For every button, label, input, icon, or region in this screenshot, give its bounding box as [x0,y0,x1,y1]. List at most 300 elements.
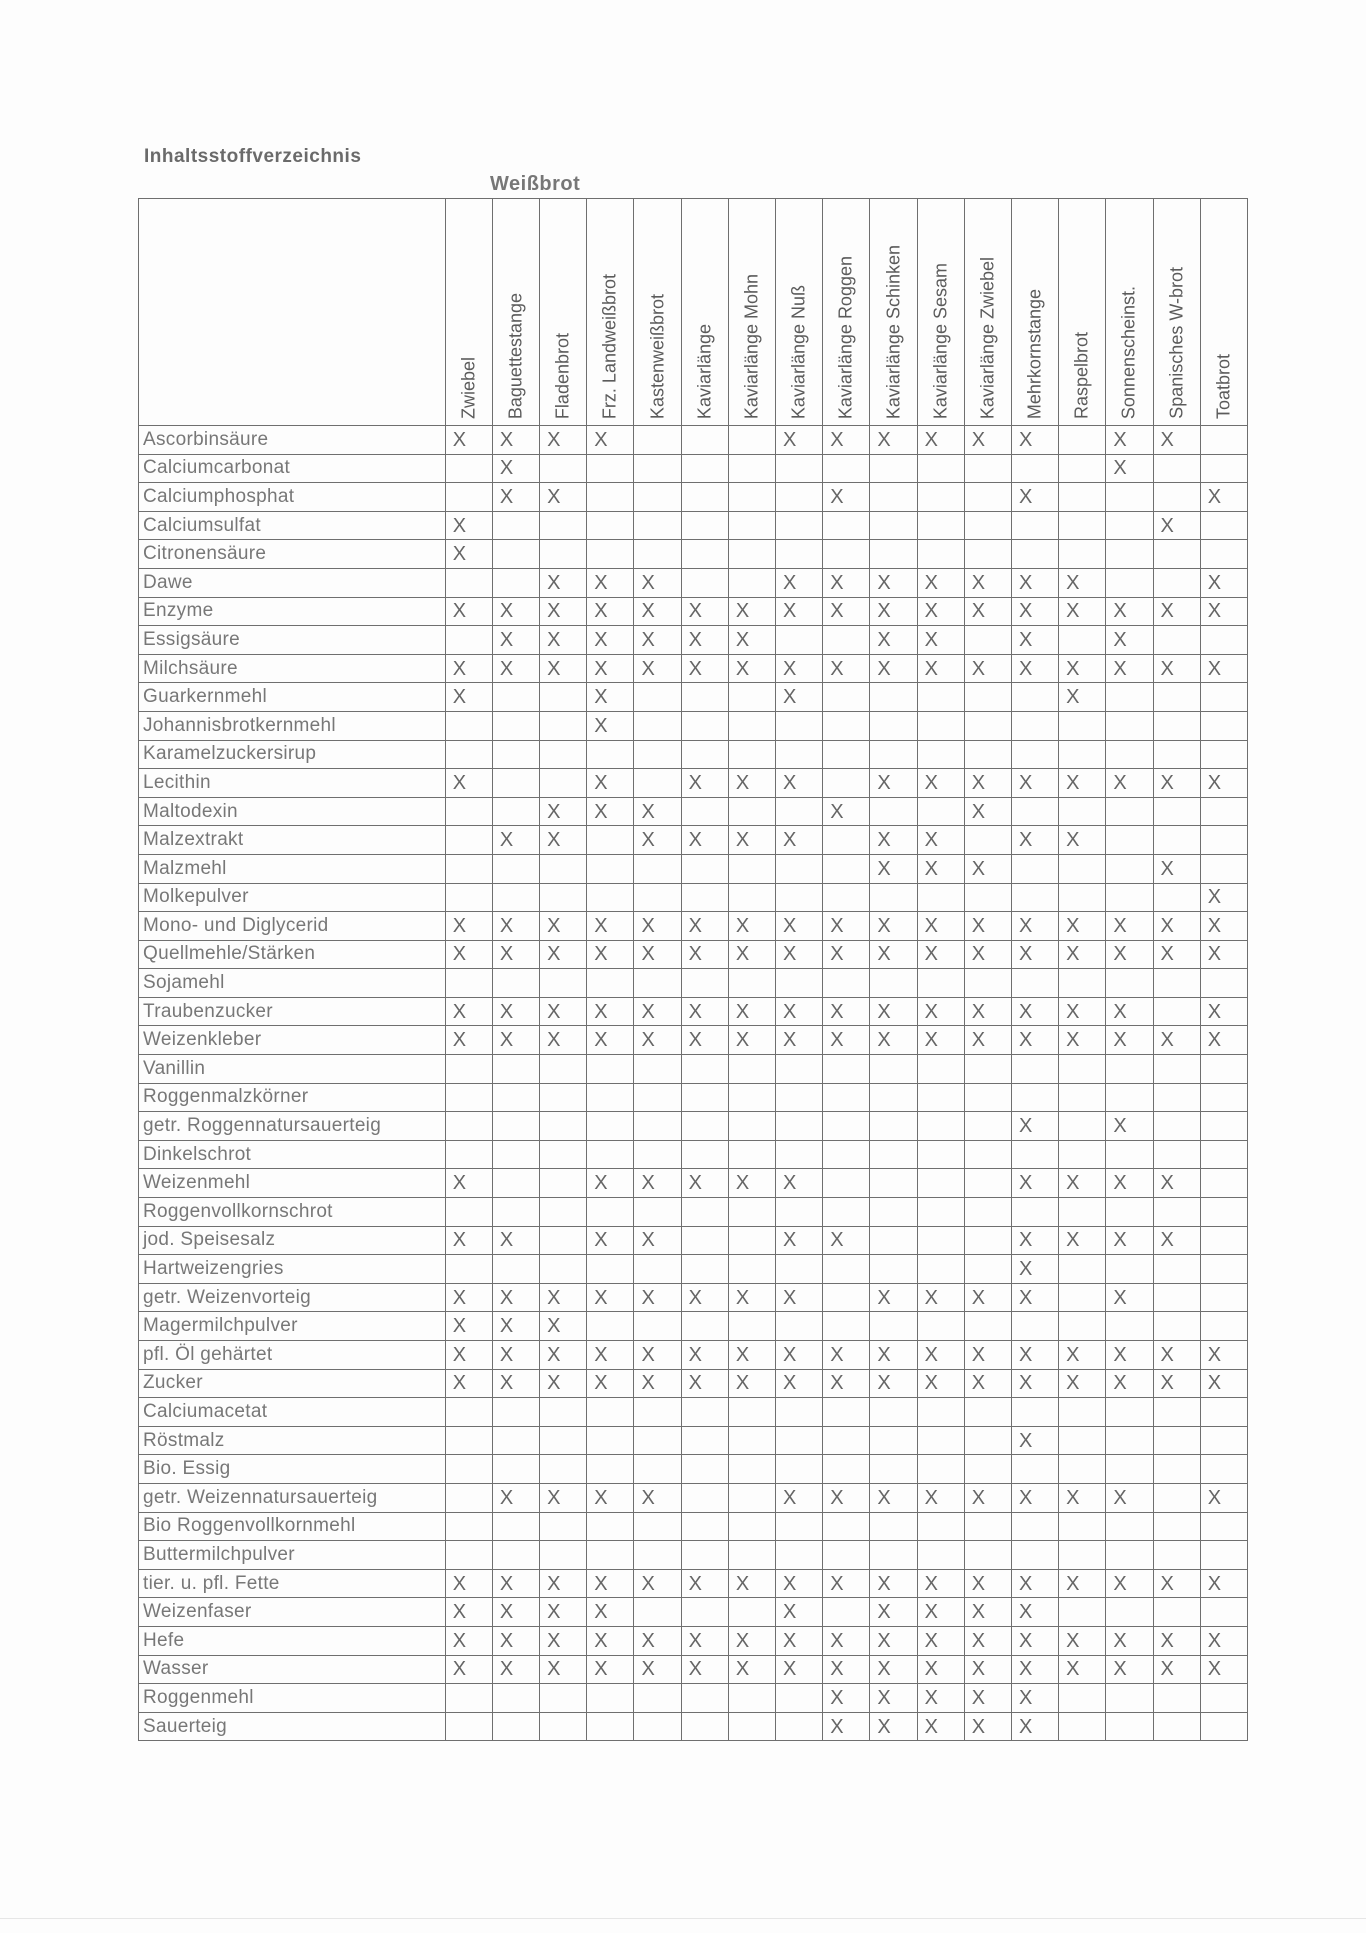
mark-cell: X [776,683,823,712]
mark-cell: X [1059,1026,1106,1055]
mark-cell: X [492,454,539,483]
empty-cell [728,1140,775,1169]
table-row [139,540,1248,569]
column-header [1011,199,1058,426]
ingredient-name: Bio Roggenvollkornmehl [139,1512,446,1541]
empty-cell [964,1083,1011,1112]
mark-cell: X [823,940,870,969]
column-header [1153,199,1200,426]
mark-cell: X [492,940,539,969]
mark-cell: X [445,940,492,969]
empty-cell [445,1684,492,1713]
empty-cell [823,826,870,855]
empty-cell [728,1198,775,1227]
table-row [139,1598,1248,1627]
mark-cell: X [1011,1426,1058,1455]
column-header-label: Spanisches W-brot [1166,267,1187,419]
empty-cell [1153,1598,1200,1627]
mark-cell: X [587,626,634,655]
mark-cell: X [823,1341,870,1370]
mark-cell: X [1059,997,1106,1026]
empty-cell [1011,740,1058,769]
mark-cell: X [1153,426,1200,455]
empty-cell [634,1541,681,1570]
empty-cell [1059,626,1106,655]
empty-cell [1106,1426,1153,1455]
table-row [139,1026,1248,1055]
table-row [139,1283,1248,1312]
mark-cell: X [634,997,681,1026]
empty-cell [1059,483,1106,512]
empty-cell [917,740,964,769]
empty-cell [492,1426,539,1455]
empty-cell [492,1512,539,1541]
mark-cell: X [681,1026,728,1055]
mark-cell: X [917,1283,964,1312]
table-row [139,997,1248,1026]
empty-cell [870,1426,917,1455]
empty-cell [964,1398,1011,1427]
mark-cell: X [870,1569,917,1598]
ingredient-name: Calciumphosphat [139,483,446,512]
empty-cell [823,883,870,912]
empty-cell [445,1055,492,1084]
mark-cell: X [728,1341,775,1370]
empty-cell [1011,1512,1058,1541]
empty-cell [1059,1512,1106,1541]
mark-cell: X [1106,1283,1153,1312]
mark-cell: X [492,1312,539,1341]
mark-cell: X [445,654,492,683]
mark-cell: X [587,597,634,626]
mark-cell: X [964,1598,1011,1627]
mark-cell: X [917,568,964,597]
empty-cell [681,797,728,826]
mark-cell: X [587,654,634,683]
mark-cell: X [445,1026,492,1055]
ingredient-name: Weizenmehl [139,1169,446,1198]
empty-cell [587,883,634,912]
empty-cell [964,1541,1011,1570]
empty-cell [1153,1198,1200,1227]
empty-cell [540,1169,587,1198]
column-header-label: Frz. Landweißbrot [599,273,620,419]
mark-cell: X [776,1226,823,1255]
ingredient-name: Essigsäure [139,626,446,655]
empty-cell [728,1426,775,1455]
mark-cell: X [540,1283,587,1312]
empty-cell [1153,1140,1200,1169]
empty-cell [1200,1512,1247,1541]
mark-cell: X [776,1626,823,1655]
table-row [139,969,1248,998]
column-header-label: Kaviarlänge Mohn [741,273,762,419]
mark-cell: X [776,1026,823,1055]
empty-cell [634,454,681,483]
empty-cell [964,826,1011,855]
empty-cell [823,1198,870,1227]
mark-cell: X [964,912,1011,941]
empty-cell [445,969,492,998]
mark-cell: X [587,997,634,1026]
mark-cell: X [823,568,870,597]
mark-cell: X [964,568,1011,597]
mark-cell: X [964,940,1011,969]
table-row [139,1055,1248,1084]
empty-cell [1106,511,1153,540]
empty-cell [1011,1083,1058,1112]
mark-cell: X [1011,997,1058,1026]
mark-cell: X [1106,1626,1153,1655]
empty-cell [634,426,681,455]
empty-cell [728,1226,775,1255]
mark-cell: X [1059,597,1106,626]
mark-cell: X [728,997,775,1026]
empty-cell [1153,1283,1200,1312]
empty-cell [964,454,1011,483]
empty-cell [681,1398,728,1427]
mark-cell: X [728,1026,775,1055]
ingredient-name: Weizenfaser [139,1598,446,1627]
mark-cell: X [870,426,917,455]
mark-cell: X [445,540,492,569]
mark-cell: X [1200,1026,1247,1055]
empty-cell [634,1112,681,1141]
ingredient-name: Quellmehle/Stärken [139,940,446,969]
empty-cell [1153,1512,1200,1541]
empty-cell [917,1512,964,1541]
mark-cell: X [1153,854,1200,883]
ingredient-name: Enzyme [139,597,446,626]
mark-cell: X [492,997,539,1026]
mark-cell: X [823,1569,870,1598]
empty-cell [728,711,775,740]
empty-cell [1059,454,1106,483]
mark-cell: X [728,1283,775,1312]
mark-cell: X [776,1369,823,1398]
empty-cell [1153,1255,1200,1284]
empty-cell [492,883,539,912]
empty-cell [587,540,634,569]
mark-cell: X [964,426,1011,455]
empty-cell [1011,511,1058,540]
column-header [964,199,1011,426]
empty-cell [964,1455,1011,1484]
empty-cell [870,797,917,826]
mark-cell: X [1011,1684,1058,1713]
mark-cell: X [445,1226,492,1255]
empty-cell [445,1083,492,1112]
mark-cell: X [917,997,964,1026]
mark-cell: X [681,597,728,626]
empty-cell [917,540,964,569]
ingredient-name: Citronensäure [139,540,446,569]
empty-cell [917,883,964,912]
empty-cell [1200,1226,1247,1255]
empty-cell [634,1455,681,1484]
empty-cell [1153,1684,1200,1713]
table-row [139,1083,1248,1112]
column-header-label: Baguettestange [505,292,526,419]
mark-cell: X [917,1655,964,1684]
page-edge [0,1918,1366,1919]
mark-cell: X [917,597,964,626]
empty-cell [728,1112,775,1141]
mark-cell: X [1106,1569,1153,1598]
empty-cell [1059,1598,1106,1627]
empty-cell [540,1112,587,1141]
mark-cell: X [1200,1626,1247,1655]
ingredient-name: jod. Speisesalz [139,1226,446,1255]
empty-cell [1200,797,1247,826]
mark-cell: X [870,997,917,1026]
empty-cell [823,626,870,655]
mark-cell: X [1106,626,1153,655]
ingredient-name: Weizenkleber [139,1026,446,1055]
empty-cell [823,683,870,712]
mark-cell: X [492,626,539,655]
mark-cell: X [540,826,587,855]
empty-cell [681,1140,728,1169]
empty-cell [634,540,681,569]
empty-cell [1106,1398,1153,1427]
empty-cell [1059,1426,1106,1455]
mark-cell: X [1200,1483,1247,1512]
table-row [139,1426,1248,1455]
column-header [634,199,681,426]
ingredient-name: Magermilchpulver [139,1312,446,1341]
column-header [917,199,964,426]
mark-cell: X [587,1341,634,1370]
mark-cell: X [540,797,587,826]
mark-cell: X [1153,1626,1200,1655]
empty-cell [776,1112,823,1141]
ingredient-name: Guarkernmehl [139,683,446,712]
empty-cell [587,1684,634,1713]
mark-cell: X [681,997,728,1026]
empty-cell [823,540,870,569]
ingredient-name: Calciumsulfat [139,511,446,540]
ingredient-table [138,198,1248,1741]
mark-cell: X [445,1283,492,1312]
empty-cell [1059,1283,1106,1312]
table-row [139,597,1248,626]
mark-cell: X [1059,1626,1106,1655]
mark-cell: X [634,626,681,655]
mark-cell: X [823,912,870,941]
empty-cell [445,711,492,740]
empty-cell [634,1684,681,1713]
mark-cell: X [1153,769,1200,798]
ingredient-name: Roggenmalzkörner [139,1083,446,1112]
empty-cell [1200,1055,1247,1084]
mark-cell: X [1106,1341,1153,1370]
mark-cell: X [492,826,539,855]
empty-cell [823,740,870,769]
mark-cell: X [964,769,1011,798]
empty-cell [445,1255,492,1284]
mark-cell: X [445,1169,492,1198]
mark-cell: X [964,997,1011,1026]
empty-cell [445,483,492,512]
empty-cell [1011,883,1058,912]
group-heading: Weißbrot [490,173,581,195]
mark-cell: X [823,797,870,826]
mark-cell: X [1059,568,1106,597]
mark-cell: X [917,426,964,455]
mark-cell: X [1200,597,1247,626]
mark-cell: X [823,426,870,455]
empty-cell [728,1312,775,1341]
empty-cell [823,1455,870,1484]
mark-cell: X [870,654,917,683]
empty-cell [587,1198,634,1227]
mark-cell: X [870,940,917,969]
ingredient-name: Buttermilchpulver [139,1541,446,1570]
empty-cell [1153,969,1200,998]
empty-cell [587,969,634,998]
empty-cell [728,883,775,912]
empty-cell [1153,1398,1200,1427]
ingredient-name: tier. u. pfl. Fette [139,1569,446,1598]
empty-cell [917,711,964,740]
mark-cell: X [1200,483,1247,512]
mark-cell: X [776,1483,823,1512]
empty-cell [1200,1255,1247,1284]
mark-cell: X [1200,940,1247,969]
mark-cell: X [634,597,681,626]
empty-cell [917,1541,964,1570]
empty-cell [1106,1083,1153,1112]
mark-cell: X [492,1341,539,1370]
empty-cell [1059,1112,1106,1141]
empty-cell [1200,1312,1247,1341]
empty-cell [776,1398,823,1427]
mark-cell: X [776,997,823,1026]
mark-cell: X [587,1483,634,1512]
empty-cell [776,1140,823,1169]
mark-cell: X [964,1569,1011,1598]
empty-cell [964,540,1011,569]
mark-cell: X [445,912,492,941]
mark-cell: X [1106,769,1153,798]
mark-cell: X [823,1626,870,1655]
empty-cell [445,1541,492,1570]
empty-cell [634,1083,681,1112]
mark-cell: X [964,854,1011,883]
empty-cell [1200,1684,1247,1713]
mark-cell: X [445,1598,492,1627]
ingredient-name: Traubenzucker [139,997,446,1026]
mark-cell: X [823,1655,870,1684]
empty-cell [1106,1712,1153,1741]
empty-cell [728,1483,775,1512]
document-title: Inhaltsstoffverzeichnis [144,146,362,167]
empty-cell [492,797,539,826]
mark-cell: X [728,826,775,855]
mark-cell: X [870,1655,917,1684]
mark-cell: X [1059,826,1106,855]
mark-cell: X [917,940,964,969]
empty-cell [776,1198,823,1227]
mark-cell: X [1200,1369,1247,1398]
table-row [139,740,1248,769]
empty-cell [1153,1712,1200,1741]
mark-cell: X [634,940,681,969]
mark-cell: X [492,912,539,941]
empty-cell [917,969,964,998]
mark-cell: X [1059,1655,1106,1684]
mark-cell: X [1153,912,1200,941]
empty-cell [587,1055,634,1084]
mark-cell: X [587,1569,634,1598]
ingredient-name: Dinkelschrot [139,1140,446,1169]
empty-cell [540,1512,587,1541]
mark-cell: X [917,769,964,798]
mark-cell: X [776,654,823,683]
mark-cell: X [870,1026,917,1055]
table-row [139,1169,1248,1198]
empty-cell [917,1198,964,1227]
empty-cell [634,511,681,540]
mark-cell: X [1200,769,1247,798]
empty-cell [776,1426,823,1455]
empty-cell [964,1512,1011,1541]
mark-cell: X [681,769,728,798]
empty-cell [1106,797,1153,826]
empty-cell [823,854,870,883]
empty-cell [634,483,681,512]
empty-cell [681,568,728,597]
empty-cell [870,540,917,569]
ingredient-name: getr. Weizennatursauerteig [139,1483,446,1512]
mark-cell: X [492,1369,539,1398]
mark-cell: X [1106,1655,1153,1684]
empty-cell [776,1312,823,1341]
empty-cell [1011,969,1058,998]
ingredient-name: Mono- und Diglycerid [139,912,446,941]
table-row [139,1712,1248,1741]
empty-cell [870,1055,917,1084]
mark-cell: X [1106,1483,1153,1512]
mark-cell: X [540,1655,587,1684]
empty-cell [540,511,587,540]
empty-cell [728,797,775,826]
mark-cell: X [445,769,492,798]
ingredient-name: Johannisbrotkernmehl [139,711,446,740]
empty-cell [681,511,728,540]
empty-cell [445,1112,492,1141]
table-row [139,683,1248,712]
empty-cell [492,1055,539,1084]
empty-cell [445,740,492,769]
empty-cell [870,483,917,512]
empty-cell [917,1312,964,1341]
empty-cell [540,883,587,912]
empty-cell [445,1455,492,1484]
mark-cell: X [870,1341,917,1370]
mark-cell: X [587,940,634,969]
mark-cell: X [587,912,634,941]
mark-cell: X [728,1169,775,1198]
empty-cell [964,683,1011,712]
mark-cell: X [587,683,634,712]
mark-cell: X [964,1626,1011,1655]
table-row [139,426,1248,455]
empty-cell [681,1598,728,1627]
mark-cell: X [1011,426,1058,455]
empty-cell [445,826,492,855]
